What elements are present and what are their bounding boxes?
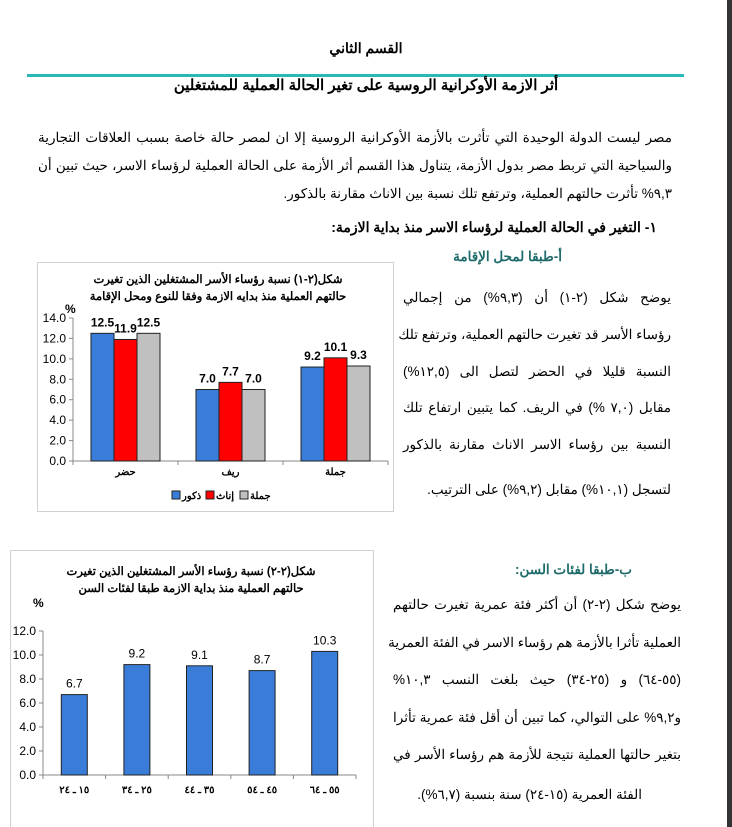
chart-residence [37,262,394,512]
x-tick-label: حضر [115,467,136,478]
legend-swatch [206,491,214,499]
bar [312,651,338,775]
data-label: 6.7 [65,676,83,691]
chart-title: شكل(٢-١) نسبة رؤساء الأسر المشتغلين الذين تغيرت [93,274,343,286]
y-tick-label: 6.0 [49,392,66,407]
data-label: 7.0 [199,371,216,386]
y-tick-label: 10.0 [42,351,66,366]
data-label: 7.7 [222,364,239,379]
bar [114,339,137,461]
data-label: 9.2 [304,349,321,364]
y-tick-label: 6.0 [19,696,36,710]
chart-age-svg [11,551,373,827]
x-tick-label: ريف [221,467,240,478]
bar [187,666,213,775]
para-a-line: رؤساء الأسر قد تغيرت حالتهم العملية، وترتفع تلك [398,327,671,342]
y-axis-label: % [33,596,44,610]
data-label: 12.5 [136,315,161,330]
data-label: 11.9 [114,321,137,336]
x-tick-label: ٤٥ ـ ٥٤ [247,785,278,796]
legend-label: ذكور [182,491,202,502]
legend-swatch [240,491,248,499]
para-a-line: يوضح شكل (٢-١) أن (٩,٣%) من إجمالي [403,290,671,305]
legend-label: إناث [216,491,235,502]
chart-title: حالتهم العملية منذ بداية الازمة طبقا لفئات السن [78,583,304,595]
intro-line: والسياحية التي تربط مصر بدول الأزمة، يتناول هذا القسم أثر الأزمة على الحالة العملية لرؤساء الاسر، حيث تبين أن [38,158,672,173]
y-tick-label: 14.0 [42,311,66,325]
subheading-b: ب-طبقا لفئات السن: [515,562,632,577]
data-label: 10.1 [323,339,348,354]
para-b-line: العملية تأثرا بالأزمة هم رؤساء الاسر في الفئة العمرية [388,635,681,650]
para-b-line: (٥٥-٦٤) و (٢٥-٣٤) حيث بلغت النسب ١٠,٣% [393,672,682,687]
para-a-line: النسبة بين رؤساء الاسر الاناث مقارنة بالذكور [403,437,671,452]
data-label: 7.0 [245,371,262,386]
y-tick-label: 12.0 [12,624,36,638]
y-tick-label: 8.0 [49,372,66,387]
bar [219,382,242,461]
bar [61,695,87,775]
chart-age [10,550,374,827]
intro-line: ٩,٣% تأثرت حالتهم العملية، وترتفع تلك نسبة بين الاناث مقارنة بالذكور. [283,186,672,201]
legend-label: جملة [250,491,271,502]
bar [242,390,265,462]
page-title: أثر الازمة الأوكرانية الروسية على تغير الحالة العملية للمشتغلين [173,77,559,94]
y-tick-label: 4.0 [49,413,66,428]
para-b-line: يوضح شكل (٢-٢) أن أكثر فئة عمرية تغيرت حالتهم [393,597,681,612]
section-heading-1: ١- التغير في الحالة العملية لرؤساء الاسر منذ بداية الازمة: [331,219,657,235]
para-b-line: الفئة العمرية (١٥-٢٤) سنة بنسبة (٦,٧%). [417,787,642,802]
intro-line: مصر ليست الدولة الوحيدة التي تأثرت بالأزمة الأوكرانية الروسية إلا ان لمصر حالة خاصة بسبب العلاقات التجارية [38,130,672,145]
bar [196,390,219,462]
bar [249,671,275,775]
bar [301,367,324,461]
x-tick-label: ٢٥ ـ ٣٤ [121,785,152,796]
y-tick-label: 12.0 [42,331,66,346]
para-b-line: و٩,٢% على التوالي، كما تبين أن أقل فئة عمرية تأثرا [393,710,681,725]
y-tick-label: 4.0 [19,720,36,734]
bar [91,333,114,461]
data-label: 12.5 [90,315,115,330]
subheading-a: أ-طبقا لمحل الإقامة [453,249,562,264]
data-label: 10.3 [313,633,337,648]
bar [137,333,160,461]
y-tick-label: 0.0 [19,768,36,782]
para-a-line: النسبة قليلا في الحضر لتصل الى (١٢,٥%) [403,364,671,379]
y-axis-label: % [65,302,76,316]
data-label: 9.3 [350,348,367,363]
para-a-line: لتسجل (١٠,١%) مقابل (٩,٢%) على الترتيب. [427,482,671,497]
data-label: 8.7 [253,652,271,667]
x-tick-label: ٣٥ ـ ٤٤ [184,785,215,796]
y-tick-label: 8.0 [19,672,36,686]
chart-residence-svg [38,263,393,511]
scrollbar[interactable] [727,0,732,827]
x-tick-label: جملة [325,467,346,478]
chart-title: شكل(٢-٢) نسبة رؤساء الأسر المشتغلين الذين تغيرت [66,566,316,578]
para-b-line: بتغير حالتها العملية نتيجة للأزمة هم رؤساء الأسر في [393,747,681,762]
data-label: 9.1 [191,647,208,662]
bar [324,358,347,461]
y-tick-label: 2.0 [49,433,66,448]
y-tick-label: 0.0 [49,454,66,468]
para-a-line: مقابل (٧,٠ %) في الريف. كما يتبين ارتفاع تلك [403,400,672,415]
chart-title: حالتهم العملية منذ بدايه الازمة وفقا للنوع ومحل الإقامة [89,291,347,303]
legend-swatch [172,491,180,499]
section-label: القسم الثاني [329,40,403,56]
data-label: 9.2 [128,646,146,661]
y-tick-label: 2.0 [19,744,36,758]
x-tick-label: ٥٥ ـ ٦٤ [309,785,340,796]
y-tick-label: 10.0 [12,648,36,662]
bar [347,366,370,461]
x-tick-label: ١٥ ـ ٢٤ [59,785,90,796]
bar [124,665,150,775]
